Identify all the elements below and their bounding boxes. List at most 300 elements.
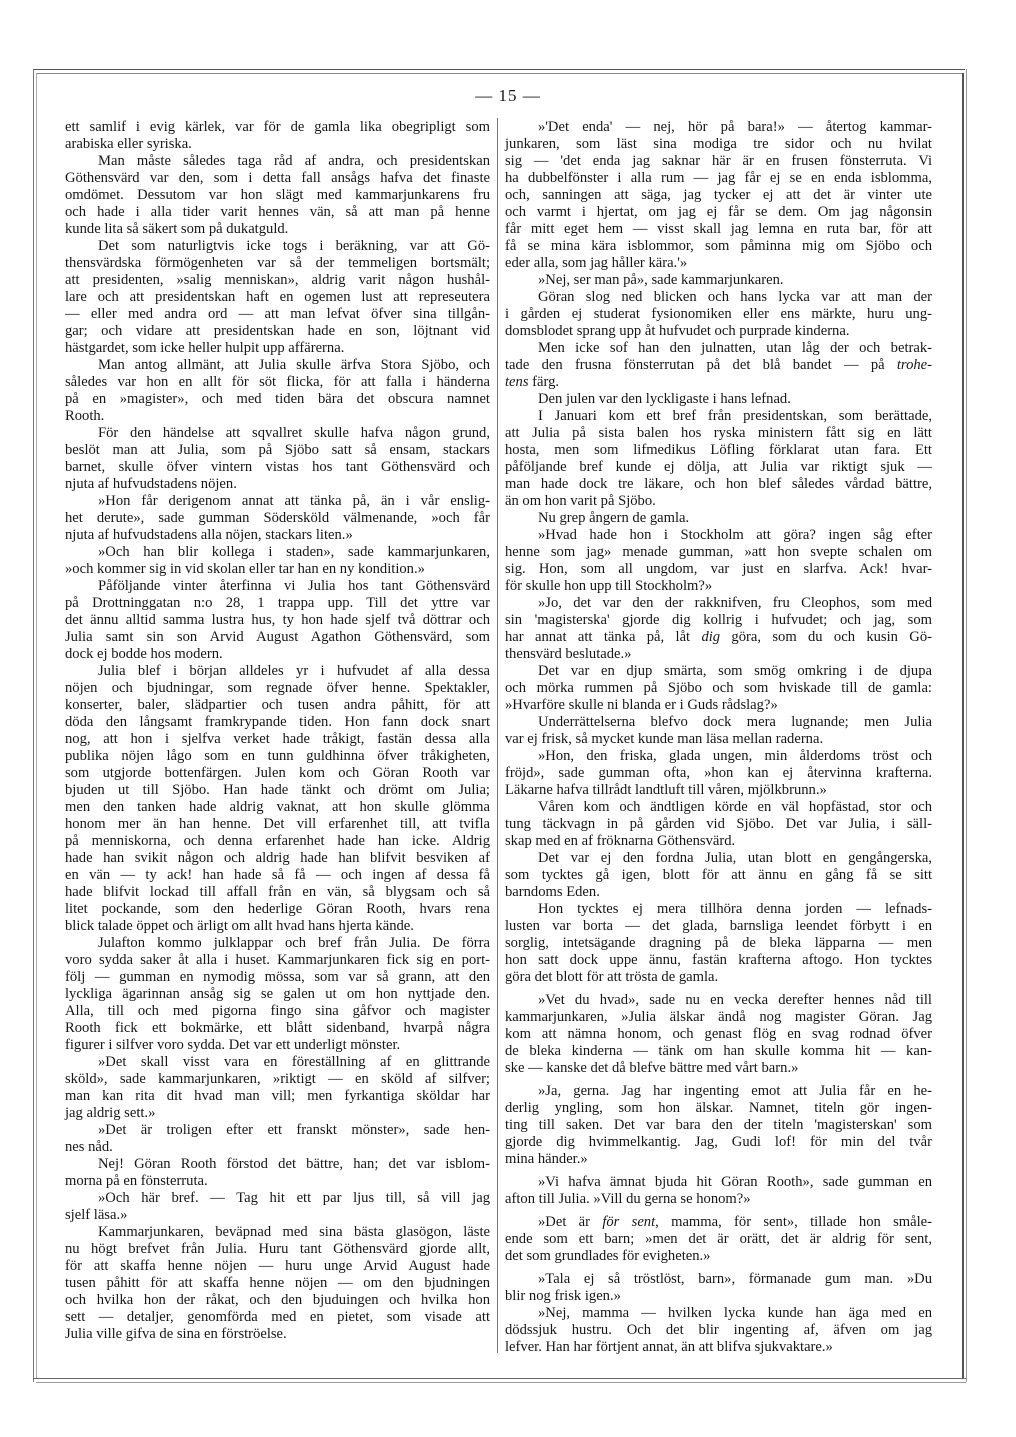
text-segment: ende som ett barn; »men det är orätt, det är aldrig för sent,	[505, 1231, 932, 1247]
text-line	[65, 935, 490, 952]
paragraph	[65, 493, 490, 544]
text-segment: de bleka kinderna — tänk om han skulle komma hit — kan-	[505, 1043, 932, 1059]
paragraph	[505, 992, 932, 1077]
paragraph	[65, 935, 490, 1054]
text-segment: »Hvarföre skulle ni blanda er i Guds rådslag?»	[505, 697, 778, 713]
text-line	[505, 136, 932, 153]
text-segment: göra det blott för att trösta de gamla.	[505, 969, 719, 985]
text-segment: Julia ville gifva de sina en förströelse.	[65, 1326, 287, 1342]
text-segment: arabiska eller syriska.	[65, 136, 192, 152]
text-segment: Läkarne hafva tillrådt landtluft till våren, mjölkbrunn.»	[505, 782, 827, 798]
text-line	[505, 561, 932, 578]
text-line	[505, 170, 932, 187]
text-line	[505, 425, 932, 442]
text-line	[505, 901, 932, 918]
text-segment: njuta af hufvudstadens nöjen.	[65, 476, 237, 492]
text-segment: derlig yngling, som hon älskar. Namnet, titeln gör ingen-	[505, 1100, 932, 1116]
text-segment: och hade i alla tider varit hennes vän, så att man på henne	[65, 204, 490, 220]
text-line	[65, 561, 490, 578]
text-segment: var ej frisk, så mycket kunde man läsa mellan raderna.	[505, 731, 824, 747]
text-segment: och varmt i hjertat, om jag ej får se dem. Om jag någonsin	[505, 204, 932, 220]
text-segment: thensvärd beslutade.»	[505, 646, 632, 662]
text-segment: I Januari kom ett bref från presidentskan, som berättade,	[538, 408, 932, 424]
text-segment: man hade dock tre läkare, och hon blef således vårdad bättre,	[505, 476, 932, 492]
text-line	[65, 238, 490, 255]
paragraph	[505, 748, 932, 799]
text-line	[505, 476, 932, 493]
text-line	[505, 510, 932, 527]
text-segment: Julia samt sin son Arvid August Agathon Göthensvärd, som	[65, 629, 490, 645]
paragraph	[505, 510, 932, 527]
text-line	[505, 884, 932, 901]
text-segment: »Vet du hvad», sade nu en vecka derefter hennes nåd till	[538, 992, 932, 1008]
text-segment: nog, att hon i sjelfva verket hade tråkigt, fastän dessa alla	[65, 731, 490, 747]
text-line	[65, 1071, 490, 1088]
text-segment: Man antog allmänt, att Julia skulle ärfva Stora Sjöbo, och	[98, 357, 490, 373]
text-line	[505, 374, 932, 391]
text-segment: sjelf läsa.»	[65, 1207, 128, 1223]
text-line	[505, 1151, 932, 1168]
text-segment: bjuden ut till Sjöbo. Han hade tänkt och drömt om Julia;	[65, 782, 490, 798]
text-segment: lyckliga ägarinnan ansåg sig se galen ut om hon nyttjade den.	[65, 986, 490, 1002]
text-line	[65, 1207, 490, 1224]
text-line	[65, 1258, 490, 1275]
text-line	[505, 442, 932, 459]
text-segment: Påföljande vinter återfinna vi Julia hos tant Göthensvärd	[98, 578, 490, 594]
text-line	[65, 323, 490, 340]
paragraph	[65, 119, 490, 153]
text-segment: sig. Hon, som all ungdom, var just en slarfva. Ack! hvar-	[505, 561, 932, 577]
text-segment: Rooth.	[65, 408, 105, 424]
text-line	[505, 646, 932, 663]
text-line	[505, 323, 932, 340]
text-line	[65, 969, 490, 986]
text-segment: nes nåd.	[65, 1139, 113, 1155]
text-segment: Nej! Göran Rooth förstod det bättre, han; det var isblom-	[98, 1156, 490, 1172]
text-segment: som tycktes gå igen, blott för att ännu en gång få se sitt	[505, 867, 932, 883]
text-line	[505, 1043, 932, 1060]
text-line	[65, 510, 490, 527]
text-line	[65, 272, 490, 289]
text-line	[65, 170, 490, 187]
text-segment: — eller med andra ord — att man lefvat öfver sina tillgån-	[65, 306, 490, 322]
text-segment: blir nog frisk igen.»	[505, 1288, 621, 1304]
text-line	[505, 595, 932, 612]
text-line	[65, 425, 490, 442]
text-segment: mina händer.»	[505, 1151, 588, 1167]
text-segment: »Och han blir kollega i staden», sade kammarjunkaren,	[98, 544, 490, 560]
paragraph	[65, 425, 490, 493]
page-frame-left-rule-inner	[36, 73, 37, 1378]
text-line	[65, 1241, 490, 1258]
text-segment: och, sanningen att säga, jag tycker ej att det är vinter ute	[505, 187, 932, 203]
text-segment: göra, som du och kusin Gö-	[720, 629, 932, 645]
text-line	[505, 663, 932, 680]
text-line	[505, 408, 932, 425]
text-segment: lusten var borta — det glada, barnsliga leendet förbytt i en	[505, 918, 932, 934]
text-segment: sett — detaljer, genomförda med en pietet, som visade att	[65, 1309, 490, 1325]
text-line	[505, 272, 932, 289]
text-line	[505, 1134, 932, 1151]
text-line	[65, 153, 490, 170]
text-line	[505, 1248, 932, 1265]
text-line	[505, 153, 932, 170]
text-segment: och hvilka hon der råkat, och den bjuduingen och hvilka hon	[65, 1292, 490, 1308]
text-line	[505, 935, 932, 952]
text-segment: konserter, baler, slädpartier och tusen andra påhitt, för att	[65, 697, 490, 713]
text-line	[65, 204, 490, 221]
text-line	[65, 918, 490, 935]
text-segment: som utgjorde bottenfärgen. Julen kom och Göran Rooth var	[65, 765, 490, 781]
paragraph	[505, 391, 932, 408]
text-line	[65, 1054, 490, 1071]
text-line	[505, 187, 932, 204]
text-segment: skap med en af fröknarna Göthensvärd.	[505, 833, 736, 849]
text-segment: gjorde dig hvimmelkantig. Jag, Gudi lof! för min del tvår	[505, 1134, 932, 1150]
text-segment: men den tanken hade aldrig vaknat, att hon skulle glömma	[65, 799, 490, 815]
text-segment: »Vi hafva ämnat bjuda hit Göran Rooth», sade gumman en	[538, 1174, 932, 1190]
text-segment: njuta af hufvudstadens alla nöjen, stackars liten.»	[65, 527, 353, 543]
text-line	[505, 969, 932, 986]
text-line	[505, 1191, 932, 1208]
text-segment: har annat att tänka på, låt	[505, 629, 702, 645]
text-segment: i gården ej studerat fysionomiken eller ens märkte, huru ung-	[505, 306, 932, 322]
text-line	[505, 1214, 932, 1231]
text-segment: kom att nämna honom, och genast flög en svag rodnad öfver	[505, 1026, 932, 1042]
paragraph	[505, 663, 932, 714]
text-segment: voro sydda saker åt alla i huset. Kammarjunkaren fick sig en port-	[65, 952, 490, 968]
text-line	[505, 459, 932, 476]
text-line	[505, 1288, 932, 1305]
text-line	[65, 289, 490, 306]
text-line	[505, 952, 932, 969]
paragraph	[505, 408, 932, 510]
paragraph	[65, 1054, 490, 1122]
text-line	[505, 833, 932, 850]
text-line	[505, 697, 932, 714]
text-line	[65, 1156, 490, 1173]
paragraph	[65, 357, 490, 425]
text-segment: påföljande bref kunde ej dölja, att Julia var riktigt sjuk —	[505, 459, 932, 475]
text-segment: få se mina kära isblommor, som påminna mig om Sjöbo och	[505, 238, 932, 254]
text-line	[65, 1292, 490, 1309]
paragraph	[505, 1305, 932, 1356]
text-line	[505, 1083, 932, 1100]
text-segment: Julafton kommo julklappar och bref från Julia. De förra	[98, 935, 490, 951]
text-segment: ha dubbelfönster i alla rum — jag får ej se en enda isblomma,	[505, 170, 932, 186]
text-segment: Man måste således taga råd af andra, och presidentskan	[98, 153, 490, 169]
text-line	[505, 850, 932, 867]
text-segment: således var hon en allt för söt flicka, för att falla i händerna	[65, 374, 490, 390]
text-line	[65, 629, 490, 646]
text-segment: »Tala ej så tröstlöst, barn», förmanade gum man. »Du	[538, 1271, 932, 1287]
text-segment: figurer i silfver voro sydda. Det var ett underligt mönster.	[65, 1037, 401, 1053]
text-line	[505, 748, 932, 765]
text-segment: omdömet. Dessutom var hon slägt med kammarjunkarens fru	[65, 187, 490, 203]
text-line	[65, 459, 490, 476]
text-line	[505, 612, 932, 629]
text-line	[505, 765, 932, 782]
left-text-column	[65, 119, 490, 1343]
text-line	[65, 255, 490, 272]
text-segment: en vän — ty ack! han hade så få — och ingen af dessa få	[65, 867, 490, 883]
text-segment: dödssjuk hustru. Och det blir ingenting af, äfven om jag	[505, 1322, 932, 1338]
text-segment: på menniskorna, och denna erfarenhet hade han icke. Aldrig	[65, 833, 490, 849]
text-line	[65, 1037, 490, 1054]
text-line	[65, 731, 490, 748]
text-line	[65, 680, 490, 697]
text-line	[65, 799, 490, 816]
text-segment: »Och här bref. — Tag hit ett par ljus till, så vill jag	[98, 1190, 490, 1206]
text-segment: dock ej bodde hos modern.	[65, 646, 223, 662]
page-frame-right-rule-outer	[966, 69, 967, 1382]
paragraph	[505, 1271, 932, 1305]
text-segment: färg.	[528, 374, 560, 390]
text-line	[65, 663, 490, 680]
text-line	[505, 1060, 932, 1077]
text-line	[505, 799, 932, 816]
text-line	[505, 782, 932, 799]
text-line	[505, 918, 932, 935]
text-segment: , mamma, för sent», tillade hon småle-	[655, 1214, 932, 1230]
text-line	[65, 1224, 490, 1241]
text-segment: barndoms Eden.	[505, 884, 600, 900]
text-line	[505, 119, 932, 136]
text-segment: tade den frusna fönsterrutan på det blå bandet — på	[505, 357, 897, 373]
text-line	[65, 408, 490, 425]
text-segment: eder alla, som jag håller kära.'»	[505, 255, 688, 271]
text-segment: Den julen var den lyckligaste i hans lefnad.	[538, 391, 791, 407]
text-line	[65, 833, 490, 850]
text-segment: kunde lita så säkert som på dukatguld.	[65, 221, 289, 237]
paragraph	[505, 119, 932, 272]
text-line	[505, 867, 932, 884]
text-line	[65, 714, 490, 731]
text-segment: honom mer än han henne. Det vill erfarenhet till, att tvifla	[65, 816, 490, 832]
paragraph	[65, 153, 490, 238]
text-line	[65, 493, 490, 510]
text-segment: »Ja, gerna. Jag har ingenting emot att Julia får en he-	[538, 1083, 932, 1099]
text-line	[65, 578, 490, 595]
text-line	[505, 1271, 932, 1288]
text-line	[65, 306, 490, 323]
text-segment: »Jo, det var den der rakknifven, fru Cleophos, som med	[538, 595, 932, 611]
text-segment: »Det är troligen efter ett franskt mönster», sade hen-	[98, 1122, 490, 1138]
text-segment: Julia blef i början alldeles yr i hufvudet af alla dessa	[98, 663, 490, 679]
text-segment: det som grundlades för evigheten.»	[505, 1248, 711, 1264]
text-segment: döda den långsamt framkrypande tiden. Hon fann dock snart	[65, 714, 490, 730]
text-line	[65, 1275, 490, 1292]
text-line	[65, 1326, 490, 1343]
text-line	[65, 119, 490, 136]
text-line	[65, 357, 490, 374]
text-segment: Rooth fick ett bokmärke, ett blått sidenband, hvarpå några	[65, 1020, 490, 1036]
text-segment: Göran slog ned blicken och hans lycka var att man der	[538, 289, 932, 305]
text-segment: »Nej, ser man på», sade kammarjunkaren.	[538, 272, 784, 288]
paragraph	[505, 527, 932, 595]
text-line	[65, 1122, 490, 1139]
text-segment: För den händelse att sqvallret skulle hafva någon grund,	[98, 425, 490, 441]
text-line	[505, 204, 932, 221]
paragraph	[65, 1190, 490, 1224]
text-segment: Det var en djup smärta, som smög omkring i de djupa	[538, 663, 932, 679]
text-segment: Det som naturligtvis icke togs i beräkning, var att Gö-	[98, 238, 490, 254]
text-segment: får mitt eget hem — visst skall jag lemna en ruta bar, för att	[505, 221, 932, 237]
text-segment: jag aldrig sett.»	[65, 1105, 156, 1121]
text-line	[505, 1305, 932, 1322]
paragraph	[505, 272, 932, 289]
text-segment: publika nöjen lågo som en tunn guldhinna öfver tråkigheten,	[65, 748, 490, 764]
text-line	[65, 544, 490, 561]
text-segment: tusen påhitt för att skaffa henne nöjen — om den bjudningen	[65, 1275, 490, 1291]
text-line	[65, 340, 490, 357]
text-segment: Våren kom och ändtligen körde en väl hopfästad, stor och	[538, 799, 932, 815]
text-line	[65, 1309, 490, 1326]
text-line	[505, 1100, 932, 1117]
italic-text: trohe-	[896, 357, 932, 373]
text-line	[505, 544, 932, 561]
page-frame-bottom-rule	[33, 1378, 966, 1379]
text-segment: hade blifvit lockad till affall från en vän, så blygsam och så	[65, 884, 490, 900]
text-line	[65, 1003, 490, 1020]
text-segment: och mörka rummen på Sjöbo och som hviskade till de gamla:	[505, 680, 932, 696]
text-line	[65, 697, 490, 714]
text-line	[505, 578, 932, 595]
text-segment: Alla, till och med pigorna fingo sina gåfvor och magister	[65, 1003, 490, 1019]
text-segment: afton till Julia. »Vill du gerna se honom?»	[505, 1191, 751, 1207]
text-line	[505, 629, 932, 646]
italic-text: för sent	[602, 1214, 656, 1230]
text-line	[505, 714, 932, 731]
text-line	[505, 527, 932, 544]
text-line	[505, 238, 932, 255]
text-segment: litet pockande, som den hederlige Göran Rooth, hvars rena	[65, 901, 490, 917]
text-segment: Hon tycktes ej mera tillhöra denna jorden — lefnads-	[538, 901, 932, 917]
paragraph	[505, 340, 932, 391]
text-segment: »Det skall visst vara en föreställning af en glittrande	[98, 1054, 490, 1070]
paragraph	[505, 714, 932, 748]
paragraph	[505, 1083, 932, 1168]
paragraph	[505, 901, 932, 986]
text-line	[505, 816, 932, 833]
text-line	[65, 527, 490, 544]
paragraph	[65, 544, 490, 578]
text-segment: »Hon får derigenom annat att tänka på, än i vår enslig-	[98, 493, 490, 509]
text-segment: att presidenten, »salig menniskan», aldrig varit någon hushål-	[65, 272, 490, 288]
text-segment: »Hvad hade hon i Stockholm att göra? ingen såg efter	[538, 527, 932, 543]
text-line	[505, 493, 932, 510]
text-segment: junkaren, som läst sina modiga tre sidor och nu hvilat	[505, 136, 932, 152]
text-segment: hade han svikit någon och aldrig hade han blifvit besviken af	[65, 850, 490, 866]
text-line	[505, 306, 932, 323]
text-segment: Kammarjunkaren, beväpnad med sina bästa glasögon, läste	[98, 1224, 490, 1240]
paragraph	[65, 578, 490, 663]
text-segment: sig — 'det enda jag saknar här är en frusen fönsterruta. Vi	[505, 153, 932, 169]
text-segment: hästgardet, som icke heller hulpit upp affärerna.	[65, 340, 345, 356]
page-frame-top-rule	[33, 69, 965, 70]
paragraph	[65, 1122, 490, 1156]
text-line	[65, 187, 490, 204]
text-line	[65, 1020, 490, 1037]
text-line	[505, 992, 932, 1009]
text-segment: barnet, skulle öfver vintern vistas hos tant Göthensvärd och	[65, 459, 490, 475]
text-segment: lare och att presidentskan haft en ogemen lust att represeutera	[65, 289, 490, 305]
paragraph	[65, 1224, 490, 1343]
text-segment: domsblodet sprang upp åt hufvudet och purprade kinderna.	[505, 323, 850, 339]
text-segment: blick talade öppet och ärligt om allt hvad hans hjerta kände.	[65, 918, 414, 934]
text-segment: Göthensvärd var den, som i detta fall ansågs hafva det finaste	[65, 170, 490, 186]
text-line	[65, 901, 490, 918]
text-segment: nöjen och bjudningar, som regnade öfver henne. Spektakler,	[65, 680, 490, 696]
text-line	[65, 1190, 490, 1207]
text-segment: Underrättelserna blefvo dock mera lugnande; men Julia	[538, 714, 932, 730]
text-segment: hon satt dock uppe ännu, fastän krafterna aftogo. Hon tycktes	[505, 952, 932, 968]
text-line	[65, 986, 490, 1003]
text-line	[65, 1139, 490, 1156]
text-segment: tung täckvagn in på gården vid Sjöbo. Det var Julia, i säll-	[505, 816, 932, 832]
text-line	[505, 289, 932, 306]
text-segment: på en »magister», och med tiden bära det obscura namnet	[65, 391, 490, 407]
text-segment: för skulle hon upp till Stockholm?»	[505, 578, 713, 594]
page-frame-right-rule	[962, 73, 964, 1378]
text-line	[65, 1105, 490, 1122]
text-segment: het derute», sade gumman Södersköld välmenande, »och får	[65, 510, 490, 526]
text-segment: sorglig, intetsägande dragning på de bleka läpparna — men	[505, 935, 932, 951]
text-segment: för att skaffa henne nöjen — huru unge Arvid August hade	[65, 1258, 490, 1274]
text-line	[505, 1339, 932, 1356]
text-segment: beslöt man att Julia, som på Sjöbo satt så ensam, stackars	[65, 442, 490, 458]
paragraph	[65, 1156, 490, 1190]
text-segment: »Det är	[538, 1214, 603, 1230]
text-line	[505, 357, 932, 374]
text-segment: Men icke sof han den julnatten, utan låg der och betrak-	[538, 340, 932, 356]
paragraph	[65, 238, 490, 357]
text-line	[65, 952, 490, 969]
text-segment: på Drottninggatan n:o 28, 1 trappa upp. Till det yttre var	[65, 595, 490, 611]
column-divider	[497, 118, 498, 1353]
text-line	[65, 816, 490, 833]
text-line	[65, 646, 490, 663]
text-line	[65, 765, 490, 782]
page-number: — 15 —	[475, 86, 541, 105]
text-segment: henne som jag» menade gumman, »att hon svepte schalen om	[505, 544, 932, 560]
text-segment: Det var ej den fordna Julia, utan blott en gengångerska,	[538, 850, 932, 866]
text-segment: det ännu alltid samma lustra hus, ty hon hade sjelf två döttrar och	[65, 612, 490, 628]
text-segment: gar; och vidare att presidentskan hade en son, löjtnant vid	[65, 323, 490, 339]
text-line	[65, 850, 490, 867]
text-segment: »och kommer sig in vid skolan eller tar han en ny kondition.»	[65, 561, 425, 577]
paragraph	[505, 595, 932, 663]
text-line	[505, 221, 932, 238]
text-segment: »Hon, den friska, glada ungen, min ålderdoms tröst och	[538, 748, 932, 764]
text-line	[65, 136, 490, 153]
text-segment: sin 'magisterska' gjorde dig kollrig i hufvudet; och jag, som	[505, 612, 932, 628]
text-segment: morna på en fönsterruta.	[65, 1173, 208, 1189]
text-segment: ting till saken. Det var bara den der titeln 'magisterskan' som	[505, 1117, 932, 1133]
text-segment: än om hon varit på Sjöbo.	[505, 493, 656, 509]
text-segment: man kan rita dit hvad man vill; men fyrkantiga sköldar har	[65, 1088, 490, 1104]
page-frame-top-rule-inner	[36, 73, 962, 74]
text-line	[65, 867, 490, 884]
paragraph	[505, 1174, 932, 1208]
text-line	[505, 1009, 932, 1026]
text-segment: ske — kanske det då blefve bättre med vårt barn.»	[505, 1060, 799, 1076]
text-line	[505, 680, 932, 697]
text-line	[505, 340, 932, 357]
paragraph	[505, 289, 932, 340]
text-line	[505, 731, 932, 748]
text-line	[505, 1117, 932, 1134]
